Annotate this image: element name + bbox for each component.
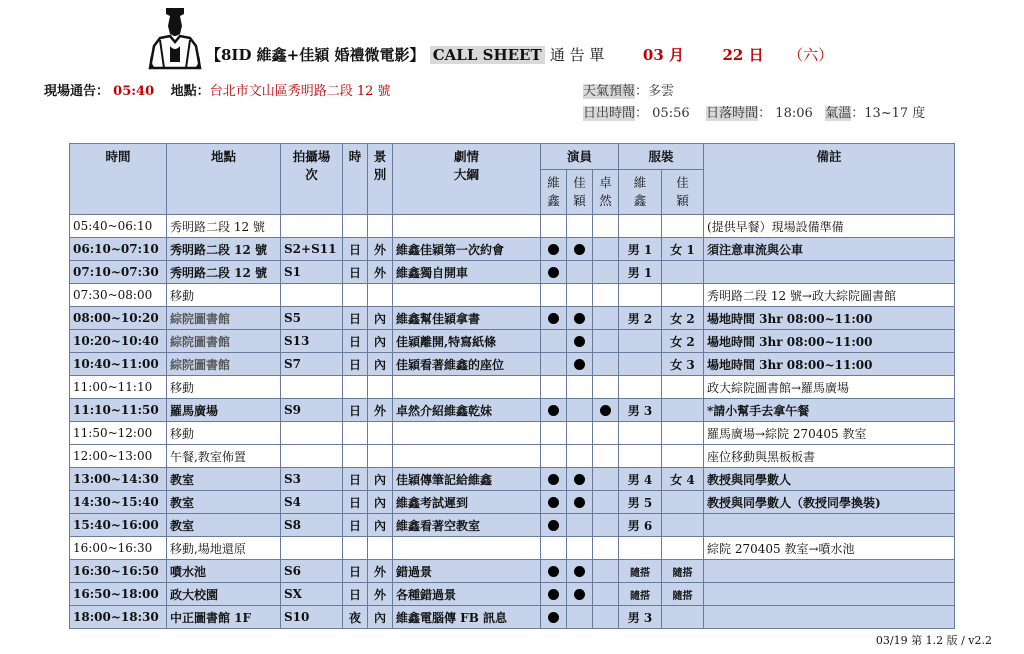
row-costume-a: 男 1	[619, 261, 662, 284]
row-costume-a: 隨搭	[619, 583, 662, 606]
location-value: 台北市文山區秀明路二段 12 號	[209, 84, 391, 99]
table-row	[70, 399, 955, 422]
row-cast-a	[541, 261, 567, 284]
row-note: 政大綜院圖書館→羅馬廣場	[704, 376, 955, 399]
row-note: 綜院 270405 教室→噴水池	[704, 537, 955, 560]
notice-label: 通 告 單	[549, 46, 605, 64]
row-costume-b	[662, 284, 704, 307]
row-set	[368, 445, 393, 468]
row-time: 07:10~07:30	[70, 261, 167, 284]
call-sheet-label: CALL SHEET	[430, 46, 545, 64]
row-plot: 卓然介紹維鑫乾妹	[393, 399, 541, 422]
table-row	[70, 307, 955, 330]
schedule-table	[69, 143, 955, 629]
row-costume-b: 女 1	[662, 238, 704, 261]
cast-dot-icon	[574, 566, 585, 577]
row-cast-a	[541, 606, 567, 629]
row-set: 內	[368, 330, 393, 353]
call-info	[44, 80, 391, 99]
row-scene: SX	[281, 583, 343, 606]
row-time: 16:00~16:30	[70, 537, 167, 560]
row-costume-a	[619, 353, 662, 376]
cast-dot-icon	[548, 474, 559, 485]
row-location: 教室	[167, 491, 281, 514]
row-location: 教室	[167, 468, 281, 491]
row-time: 11:50~12:00	[70, 422, 167, 445]
table-row	[70, 445, 955, 468]
row-set: 外	[368, 583, 393, 606]
row-location: 秀明路二段 12 號	[167, 238, 281, 261]
row-cast-a	[541, 514, 567, 537]
table-row	[70, 468, 955, 491]
row-daynight	[343, 537, 368, 560]
cast-dot-icon	[574, 589, 585, 600]
date-weekday: （六）	[788, 46, 834, 64]
row-daynight: 日	[343, 307, 368, 330]
cast-dot-icon	[574, 336, 585, 347]
row-cast-a	[541, 422, 567, 445]
row-scene: S4	[281, 491, 343, 514]
row-scene: S6	[281, 560, 343, 583]
row-cast-b	[567, 284, 593, 307]
row-daynight: 日	[343, 468, 368, 491]
row-cast-c	[593, 284, 619, 307]
cast-dot-icon	[548, 267, 559, 278]
row-plot: 維鑫幫佳穎拿書	[393, 307, 541, 330]
row-scene: S10	[281, 606, 343, 629]
col-cast-c: 卓 然	[593, 170, 619, 215]
row-cast-a	[541, 399, 567, 422]
row-costume-b: 女 4	[662, 468, 704, 491]
row-scene	[281, 215, 343, 238]
row-note: 場地時間 3hr 08:00~11:00	[704, 353, 955, 376]
row-costume-b	[662, 491, 704, 514]
row-scene: S13	[281, 330, 343, 353]
row-time: 05:40~06:10	[70, 215, 167, 238]
row-location: 中正圖書館 1F	[167, 606, 281, 629]
row-location: 秀明路二段 12 號	[167, 261, 281, 284]
row-cast-b	[567, 514, 593, 537]
row-location: 移動	[167, 422, 281, 445]
director-logo-icon	[146, 6, 204, 70]
row-costume-b	[662, 514, 704, 537]
row-costume-a: 男 4	[619, 468, 662, 491]
row-daynight: 日	[343, 261, 368, 284]
col-cast-b: 佳 穎	[567, 170, 593, 215]
row-scene: S7	[281, 353, 343, 376]
row-costume-b: 隨搭	[662, 560, 704, 583]
row-location: 午餐,教室佈置	[167, 445, 281, 468]
row-cast-c	[593, 330, 619, 353]
row-cast-b	[567, 330, 593, 353]
title-prefix: 【8ID 維鑫+佳穎 婚禮微電影】	[206, 46, 425, 64]
row-note: 羅馬廣場→綜院 270405 教室	[704, 422, 955, 445]
row-costume-b: 隨搭	[662, 583, 704, 606]
location-label: 地點：	[170, 84, 210, 99]
row-time: 15:40~16:00	[70, 514, 167, 537]
row-set: 內	[368, 514, 393, 537]
col-notes: 備註	[704, 144, 955, 215]
cast-dot-icon	[548, 589, 559, 600]
row-cast-a	[541, 353, 567, 376]
table-row	[70, 583, 955, 606]
col-cast: 演員	[541, 144, 619, 170]
row-note: *請小幫手去拿午餐	[704, 399, 955, 422]
row-costume-b	[662, 537, 704, 560]
row-cast-b	[567, 606, 593, 629]
temp-value: ：13~17 度	[851, 106, 926, 121]
row-set: 內	[368, 353, 393, 376]
row-set	[368, 537, 393, 560]
row-cast-c	[593, 491, 619, 514]
row-note: 場地時間 3hr 08:00~11:00	[704, 307, 955, 330]
row-cast-c	[593, 468, 619, 491]
table-row	[70, 537, 955, 560]
row-cast-a	[541, 330, 567, 353]
table-row	[70, 215, 955, 238]
row-cast-a	[541, 284, 567, 307]
forecast-value: ：多雲	[635, 84, 675, 99]
row-cast-b	[567, 376, 593, 399]
row-set	[368, 215, 393, 238]
row-plot: 維鑫考試遲到	[393, 491, 541, 514]
row-time: 10:20~10:40	[70, 330, 167, 353]
row-plot: 錯過景	[393, 560, 541, 583]
row-plot	[393, 445, 541, 468]
row-set	[368, 284, 393, 307]
cast-dot-icon	[574, 244, 585, 255]
row-cast-b	[567, 583, 593, 606]
row-plot	[393, 215, 541, 238]
row-costume-a: 男 2	[619, 307, 662, 330]
table-row	[70, 353, 955, 376]
row-plot: 維鑫獨自開車	[393, 261, 541, 284]
row-plot: 維鑫電腦傳 FB 訊息	[393, 606, 541, 629]
row-location: 移動,場地還原	[167, 537, 281, 560]
date-month: 03 月	[642, 46, 685, 64]
row-time: 10:40~11:00	[70, 353, 167, 376]
row-scene: S8	[281, 514, 343, 537]
row-cast-a	[541, 445, 567, 468]
row-cast-c	[593, 261, 619, 284]
row-daynight: 日	[343, 491, 368, 514]
row-cast-a	[541, 376, 567, 399]
table-row	[70, 376, 955, 399]
table-row	[70, 422, 955, 445]
row-costume-a	[619, 330, 662, 353]
row-daynight	[343, 445, 368, 468]
row-location: 政大校園	[167, 583, 281, 606]
row-scene	[281, 537, 343, 560]
row-note	[704, 261, 955, 284]
col-costume-b: 佳 穎	[662, 170, 704, 215]
row-cast-b	[567, 445, 593, 468]
row-cast-b	[567, 353, 593, 376]
cast-dot-icon	[574, 313, 585, 324]
cast-dot-icon	[574, 359, 585, 370]
cast-dot-icon	[548, 497, 559, 508]
row-cast-c	[593, 445, 619, 468]
cast-dot-icon	[548, 405, 559, 416]
row-set: 外	[368, 238, 393, 261]
table-row	[70, 238, 955, 261]
row-location: 噴水池	[167, 560, 281, 583]
row-cast-a	[541, 583, 567, 606]
sun-temp-info	[583, 102, 925, 121]
row-plot	[393, 376, 541, 399]
row-cast-a	[541, 238, 567, 261]
row-note	[704, 606, 955, 629]
row-cast-b	[567, 399, 593, 422]
col-costume-a: 維 鑫	[619, 170, 662, 215]
col-location: 地點	[167, 144, 281, 215]
row-cast-c	[593, 583, 619, 606]
row-cast-c	[593, 376, 619, 399]
version-footer: 03/19 第 1.2 版 / v2.2	[875, 634, 992, 647]
row-cast-c	[593, 514, 619, 537]
row-set	[368, 376, 393, 399]
table-row	[70, 606, 955, 629]
row-cast-c	[593, 399, 619, 422]
row-costume-a	[619, 376, 662, 399]
col-time: 時間	[70, 144, 167, 215]
cast-dot-icon	[548, 313, 559, 324]
row-set: 外	[368, 399, 393, 422]
table-row	[70, 284, 955, 307]
row-cast-c	[593, 422, 619, 445]
sunset-label: 日落時間	[706, 106, 759, 121]
row-daynight: 日	[343, 560, 368, 583]
row-cast-c	[593, 560, 619, 583]
sunrise-label: 日出時間	[583, 106, 636, 121]
sunset-value: ： 18:06	[758, 106, 813, 121]
row-costume-a	[619, 215, 662, 238]
row-cast-a	[541, 468, 567, 491]
row-set: 內	[368, 307, 393, 330]
row-location: 移動	[167, 284, 281, 307]
row-daynight: 日	[343, 583, 368, 606]
row-daynight: 日	[343, 353, 368, 376]
table-row	[70, 491, 955, 514]
row-costume-b	[662, 376, 704, 399]
cast-dot-icon	[574, 474, 585, 485]
row-set	[368, 422, 393, 445]
row-time: 16:30~16:50	[70, 560, 167, 583]
row-cast-c	[593, 606, 619, 629]
row-costume-a	[619, 537, 662, 560]
cast-dot-icon	[548, 566, 559, 577]
row-cast-a	[541, 307, 567, 330]
row-costume-b	[662, 215, 704, 238]
temp-label: 氣溫	[825, 106, 852, 121]
row-plot: 各種錯過景	[393, 583, 541, 606]
row-plot: 佳穎離開,特寫紙條	[393, 330, 541, 353]
date-day: 22 日	[722, 46, 764, 64]
row-note: 教授與同學數人（教授同學換裝)	[704, 491, 955, 514]
row-cast-c	[593, 307, 619, 330]
document-title	[206, 44, 833, 65]
row-costume-a: 男 1	[619, 238, 662, 261]
row-location: 綜院圖書館	[167, 307, 281, 330]
row-note	[704, 514, 955, 537]
row-costume-b	[662, 422, 704, 445]
col-set: 景 別	[368, 144, 393, 215]
row-time: 14:30~15:40	[70, 491, 167, 514]
row-costume-a	[619, 422, 662, 445]
row-costume-b: 女 3	[662, 353, 704, 376]
row-note: 教授與同學數人	[704, 468, 955, 491]
row-costume-a: 男 5	[619, 491, 662, 514]
row-costume-a	[619, 445, 662, 468]
row-costume-a: 男 6	[619, 514, 662, 537]
table-row	[70, 261, 955, 284]
row-time: 11:00~11:10	[70, 376, 167, 399]
row-costume-b: 女 2	[662, 307, 704, 330]
row-cast-c	[593, 238, 619, 261]
row-scene: S2+S11	[281, 238, 343, 261]
row-time: 12:00~13:00	[70, 445, 167, 468]
col-plot: 劇情 大綱	[393, 144, 541, 215]
row-cast-b	[567, 422, 593, 445]
row-scene: S3	[281, 468, 343, 491]
row-scene: S1	[281, 261, 343, 284]
row-location: 秀明路二段 12 號	[167, 215, 281, 238]
row-time: 13:00~14:30	[70, 468, 167, 491]
col-scene: 拍攝場 次	[281, 144, 343, 215]
row-plot	[393, 422, 541, 445]
row-time: 06:10~07:10	[70, 238, 167, 261]
row-scene	[281, 445, 343, 468]
row-note: 秀明路二段 12 號→政大綜院圖書館	[704, 284, 955, 307]
row-costume-b	[662, 399, 704, 422]
row-plot: 佳穎看著維鑫的座位	[393, 353, 541, 376]
row-location: 綜院圖書館	[167, 353, 281, 376]
row-scene: S9	[281, 399, 343, 422]
row-daynight	[343, 284, 368, 307]
row-note	[704, 583, 955, 606]
cast-dot-icon	[548, 612, 559, 623]
row-costume-b	[662, 606, 704, 629]
row-cast-c	[593, 215, 619, 238]
row-note	[704, 560, 955, 583]
row-plot: 佳穎傳筆記給維鑫	[393, 468, 541, 491]
row-time: 16:50~18:00	[70, 583, 167, 606]
forecast-label: 天氣預報	[583, 84, 636, 99]
row-note: 座位移動與黑板板書	[704, 445, 955, 468]
row-plot	[393, 284, 541, 307]
row-cast-b	[567, 537, 593, 560]
call-time: 05:40	[113, 84, 155, 99]
row-note: (提供早餐）現場設備準備	[704, 215, 955, 238]
row-scene	[281, 284, 343, 307]
row-costume-b	[662, 261, 704, 284]
row-set: 內	[368, 606, 393, 629]
row-plot: 維鑫佳穎第一次約會	[393, 238, 541, 261]
row-cast-b	[567, 261, 593, 284]
row-location: 移動	[167, 376, 281, 399]
row-cast-b	[567, 491, 593, 514]
row-note: 場地時間 3hr 08:00~11:00	[704, 330, 955, 353]
row-costume-b	[662, 445, 704, 468]
row-cast-b	[567, 560, 593, 583]
row-cast-a	[541, 491, 567, 514]
row-time: 18:00~18:30	[70, 606, 167, 629]
row-location: 羅馬廣場	[167, 399, 281, 422]
table-row	[70, 330, 955, 353]
row-daynight: 日	[343, 514, 368, 537]
row-cast-b	[567, 468, 593, 491]
sunrise-value: ： 05:56	[635, 106, 690, 121]
table-row	[70, 514, 955, 537]
row-cast-a	[541, 215, 567, 238]
row-set: 外	[368, 261, 393, 284]
row-cast-b	[567, 215, 593, 238]
row-cast-a	[541, 537, 567, 560]
row-location: 綜院圖書館	[167, 330, 281, 353]
row-plot	[393, 537, 541, 560]
row-daynight: 日	[343, 330, 368, 353]
row-daynight	[343, 215, 368, 238]
call-label: 現場通告：	[44, 84, 110, 99]
cast-dot-icon	[548, 520, 559, 531]
row-plot: 維鑫看著空教室	[393, 514, 541, 537]
row-daynight	[343, 422, 368, 445]
row-time: 08:00~10:20	[70, 307, 167, 330]
row-set: 外	[368, 560, 393, 583]
row-costume-a: 隨搭	[619, 560, 662, 583]
row-time: 11:10~11:50	[70, 399, 167, 422]
table-row	[70, 560, 955, 583]
row-daynight	[343, 376, 368, 399]
row-location: 教室	[167, 514, 281, 537]
row-cast-b	[567, 238, 593, 261]
row-daynight: 日	[343, 399, 368, 422]
row-cast-b	[567, 307, 593, 330]
row-daynight: 夜	[343, 606, 368, 629]
row-costume-a	[619, 284, 662, 307]
row-daynight: 日	[343, 238, 368, 261]
row-costume-a: 男 3	[619, 606, 662, 629]
row-costume-a: 男 3	[619, 399, 662, 422]
row-set: 內	[368, 491, 393, 514]
cast-dot-icon	[600, 405, 611, 416]
col-daynight: 時	[343, 144, 368, 215]
row-time: 07:30~08:00	[70, 284, 167, 307]
weather-forecast	[583, 80, 674, 99]
cast-dot-icon	[574, 497, 585, 508]
row-scene: S5	[281, 307, 343, 330]
col-costume: 服裝	[619, 144, 704, 170]
row-scene	[281, 422, 343, 445]
row-cast-a	[541, 560, 567, 583]
row-cast-c	[593, 537, 619, 560]
row-costume-b: 女 2	[662, 330, 704, 353]
cast-dot-icon	[548, 244, 559, 255]
row-scene	[281, 376, 343, 399]
row-set: 內	[368, 468, 393, 491]
row-cast-c	[593, 353, 619, 376]
col-cast-a: 維 鑫	[541, 170, 567, 215]
row-note: 須注意車流與公車	[704, 238, 955, 261]
